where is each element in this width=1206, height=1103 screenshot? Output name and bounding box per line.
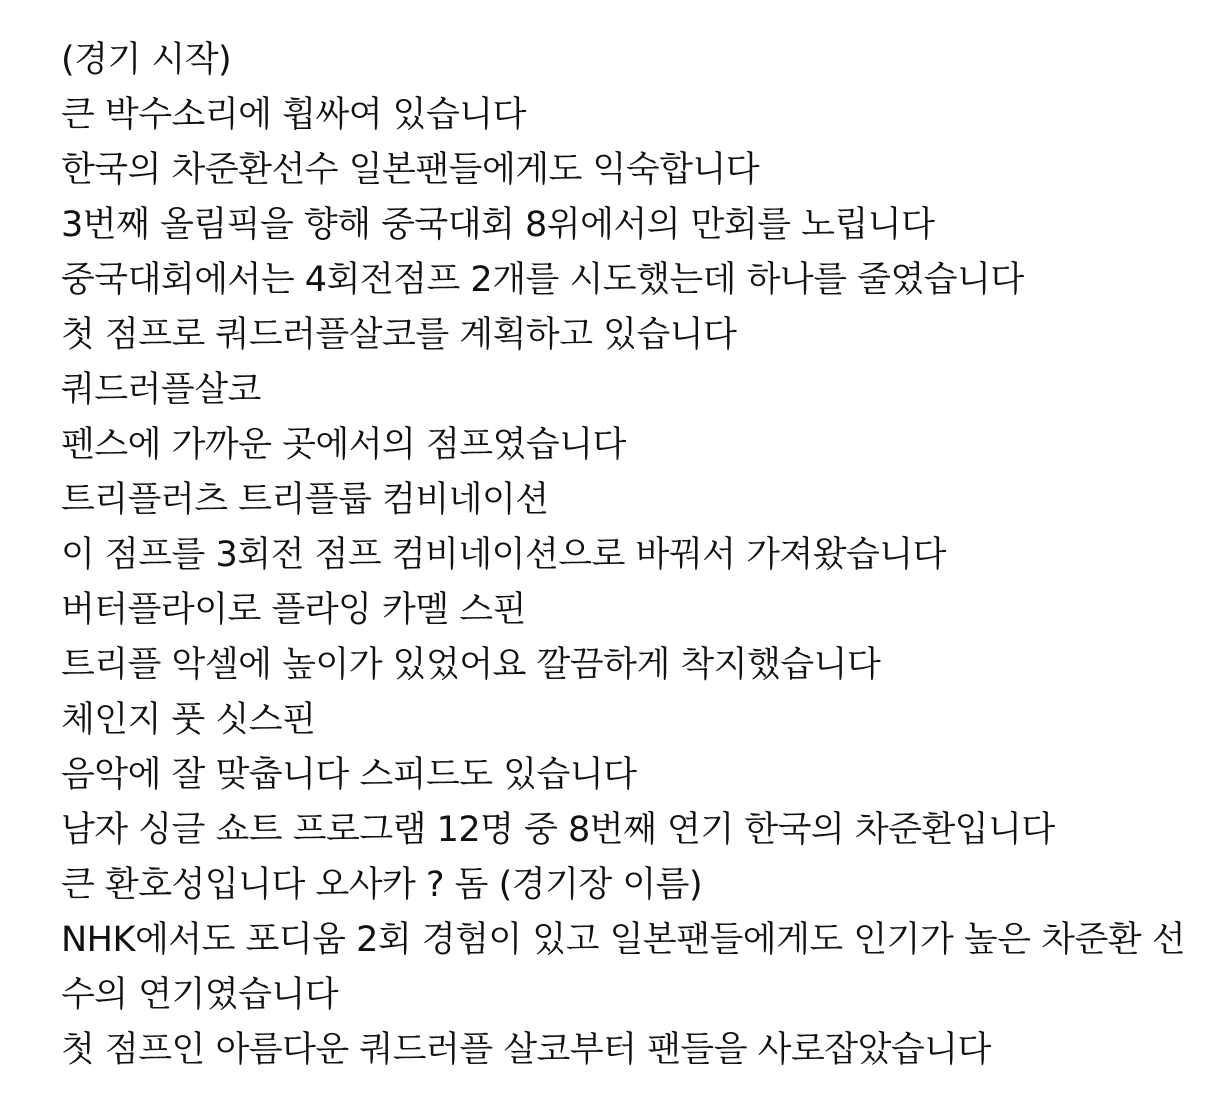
text-line: (경기 시작) (61, 40, 232, 80)
text-line: 큰 박수소리에 휩싸여 있습니다 (61, 95, 526, 135)
text-line: 중국대회에서는 4회전점프 2개를 시도했는데 하나를 줄였습니다 (61, 260, 1024, 300)
text-line: 이 점프를 3회전 점프 컴비네이션으로 바꿔서 가져왔습니다 (61, 535, 946, 575)
text-line: NHK에서도 포디움 2회 경험이 있고 일본팬들에게도 인기가 높은 차준환 선 (61, 920, 1186, 960)
text-line: 트리플 악셀에 높이가 있었어요 깔끔하게 착지했습니다 (61, 645, 881, 685)
text-line: 체인지 풋 싯스핀 (61, 700, 316, 740)
text-line: 펜스에 가까운 곳에서의 점프였습니다 (61, 425, 626, 465)
text-line: 첫 점프로 쿼드러플살코를 계획하고 있습니다 (61, 315, 737, 355)
text-line: 버터플라이로 플라잉 카멜 스핀 (61, 590, 526, 630)
text-line: 남자 싱글 쇼트 프로그램 12명 중 8번째 연기 한국의 차준환입니다 (61, 810, 1055, 850)
text-line: 큰 환호성입니다 오사카 ? 돔 (경기장 이름) (61, 865, 703, 905)
document-body (61, 33, 1186, 1078)
text-line: 트리플러츠 트리플룹 컴비네이션 (61, 480, 549, 520)
text-line: 수의 연기였습니다 (61, 975, 339, 1015)
text-line: 한국의 차준환선수 일본팬들에게도 익숙합니다 (61, 150, 760, 190)
text-line: 3번째 올림픽을 향해 중국대회 8위에서의 만회를 노립니다 (61, 205, 935, 245)
text-line: 쿼드러플살코 (61, 370, 261, 410)
text-line: 첫 점프인 아름다운 쿼드러플 살코부터 팬들을 사로잡았습니다 (61, 1030, 991, 1070)
text-line: 음악에 잘 맞춥니다 스피드도 있습니다 (61, 755, 637, 795)
